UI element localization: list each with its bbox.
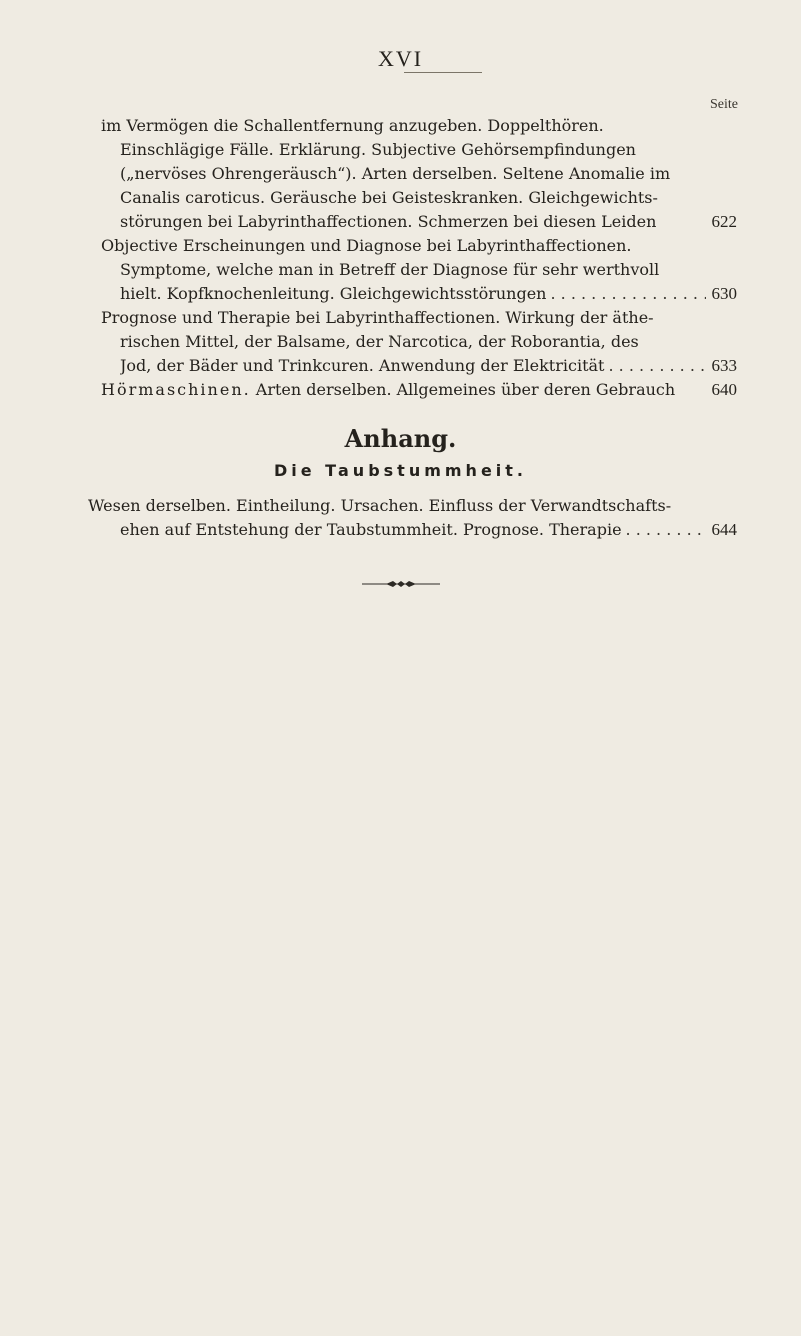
toc-entry-line: Canalis caroticus. Geräusche bei Geisteskranken. Gleichgewichts- [120,188,658,207]
toc-entry-line: („nervöses Ohrengeräusch“). Arten derselben. Seltene Anomalie im [120,164,671,183]
toc-page-ref: 630 [711,284,737,303]
toc-entry-line: rischen Mittel, der Balsame, der Narcotica, der Roborantia, des [120,332,639,351]
toc-entry-lead: Hörmaschinen. [101,380,251,399]
toc-entry-line: Prognose und Therapie bei Labyrinthaffectionen. Wirkung der äthe- [101,308,654,327]
toc-entry-line: Wesen derselben. Eintheilung. Ursachen. Einfluss der Verwandtschafts- [88,496,672,515]
leader-dots [608,355,705,377]
ornament-divider [0,574,801,593]
page-number: XVI [377,46,424,71]
leader-dots [626,519,706,541]
toc-entry-last-line [120,283,737,305]
toc-entry-last-line [120,211,737,233]
toc-entry-last-line [101,379,737,401]
toc-entry-line: im Vermögen die Schallentfernung anzugeben. Doppelthören. [101,116,604,135]
toc-page-ref: 633 [711,356,737,375]
toc-page-ref: 644 [711,520,737,539]
toc-entry-line: störungen bei Labyrinthaffectionen. Schmerzen bei diesen Leiden [120,212,657,231]
toc-entry-line: ehen auf Entstehung der Taubstummheit. Prognose. Therapie [120,520,622,539]
ornament-icon [360,579,442,589]
toc-page-ref: 622 [711,212,737,231]
toc-entry-line: Symptome, welche man in Betreff der Diagnose für sehr werthvoll [120,260,660,279]
toc-entry-last-line [120,355,737,377]
page-column-label: Seite [710,97,738,112]
toc-entry-last-line [120,519,737,541]
leader-dots [550,283,705,305]
toc-entry-line: Einschlägige Fälle. Erklärung. Subjective Gehörsempfindungen [120,140,636,159]
header-rule [404,72,482,73]
toc-entry-text [101,379,675,401]
toc-entry-line: hielt. Kopfknochenleitung. Gleichgewichtsstörungen [120,284,547,303]
appendix-subtitle: Die Taubstummheit. [273,461,528,480]
toc-page-ref: 640 [711,380,737,399]
toc-entry-line: Objective Erscheinungen und Diagnose bei Labyrinthaffectionen. [101,236,632,255]
appendix-title: Anhang. [344,424,457,453]
toc-entry-line: Arten derselben. Allgemeines über deren Gebrauch [250,380,676,399]
toc-entry-line: Jod, der Bäder und Trinkcuren. Anwendung der Elektricität [120,356,605,375]
